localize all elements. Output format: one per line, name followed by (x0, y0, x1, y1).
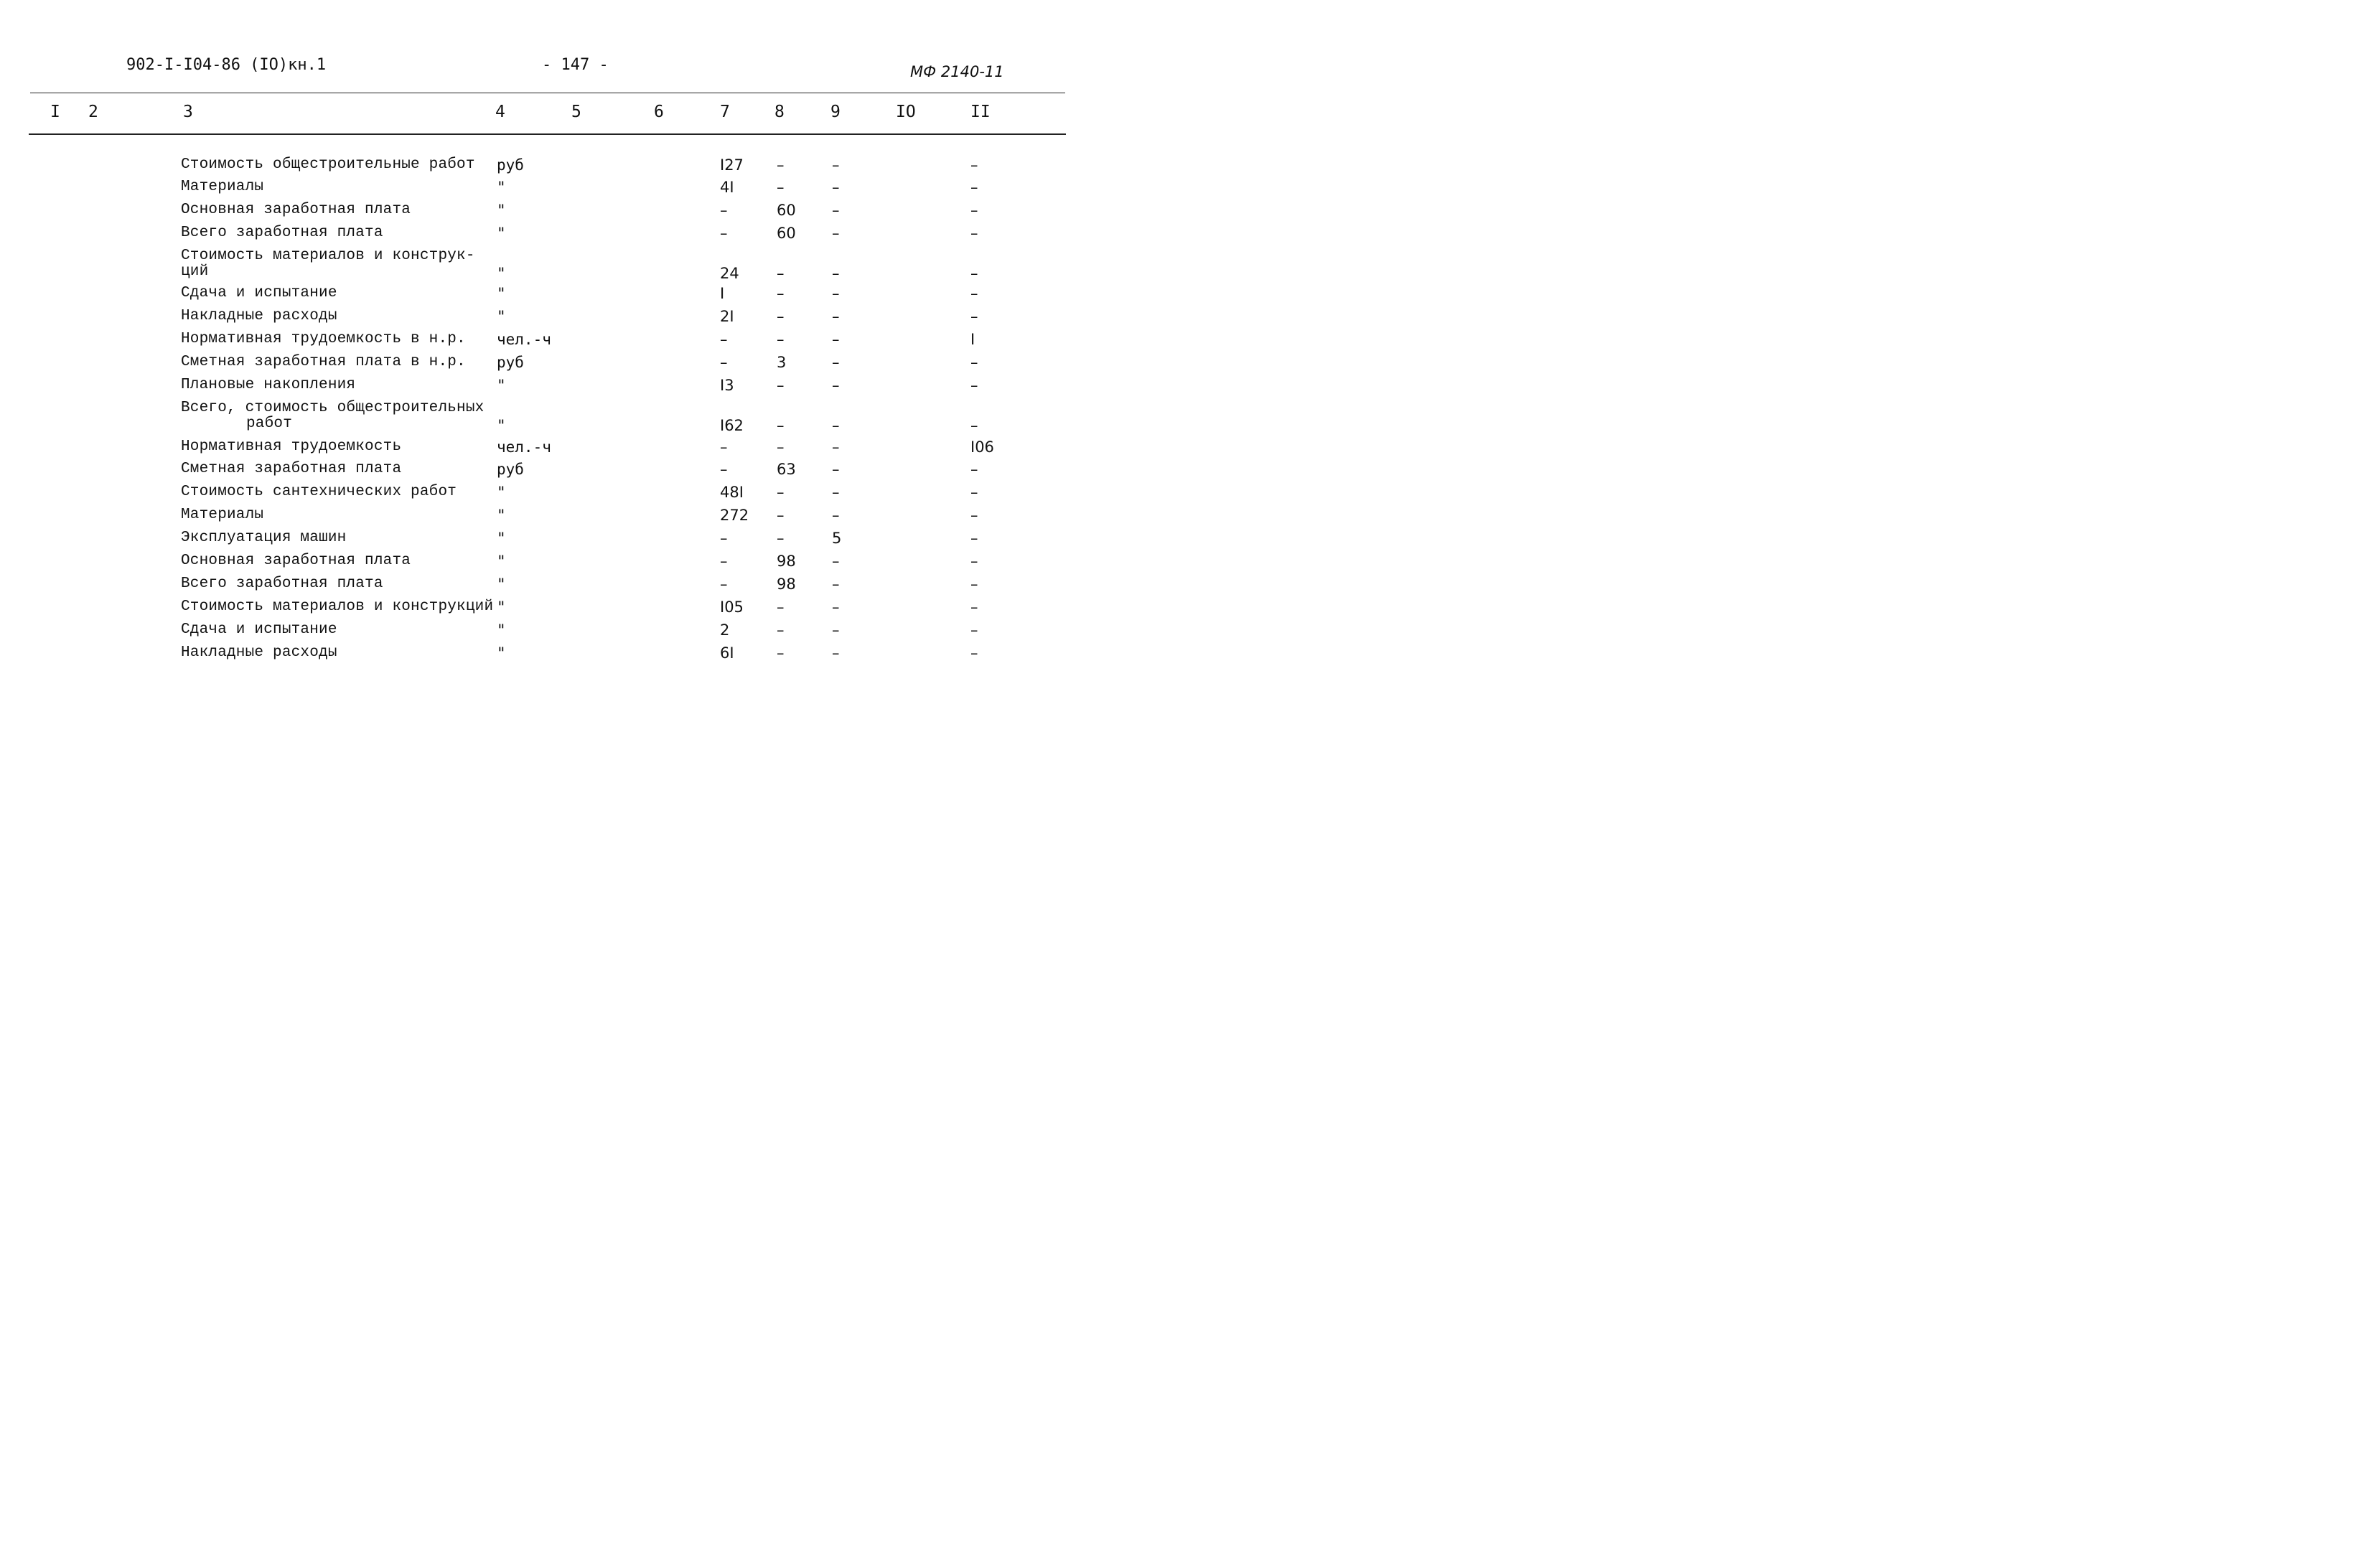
row-name: Плановые накопления (181, 377, 356, 393)
row-col-7: 4I (720, 179, 734, 196)
row-col-9: – (832, 644, 840, 662)
page-number: - 147 - (542, 56, 609, 74)
document-code: 902-I-I04-86 (IO)кн.1 (126, 56, 327, 74)
row-name: Материалы (181, 179, 264, 195)
row-col-8: 60 (777, 202, 796, 219)
row-name: Всего заработная плата (181, 225, 383, 241)
row-name: Стоимость материалов и конструк- (181, 248, 475, 264)
row-col-7: 2 (720, 621, 730, 639)
row-col-9: – (832, 377, 840, 394)
row-col-8: – (777, 438, 785, 456)
row-unit: " (497, 484, 506, 501)
row-col-8: 98 (777, 553, 796, 570)
row-unit: " (497, 285, 506, 302)
row-col-11: – (970, 417, 978, 434)
row-col-9: – (832, 438, 840, 456)
row-col-9: – (832, 461, 840, 478)
row-col-7: I62 (720, 417, 744, 434)
row-col-9: – (832, 598, 840, 616)
row-name: Нормативная трудоемкость в н.р. (181, 331, 466, 347)
row-unit: " (497, 417, 506, 434)
row-col-11: – (970, 598, 978, 616)
row-name: Стоимость сантехнических работ (181, 484, 457, 500)
row-name: Накладные расходы (181, 644, 337, 661)
row-name: Сметная заработная плата (181, 461, 402, 477)
row-col-9: – (832, 484, 840, 501)
row-col-11: – (970, 354, 978, 371)
row-col-8: – (777, 331, 785, 348)
row-col-9: – (832, 285, 840, 302)
row-unit: " (497, 644, 506, 662)
row-col-11: – (970, 377, 978, 394)
row-col-8: – (777, 621, 785, 639)
row-col-11: – (970, 553, 978, 570)
row-unit: " (497, 202, 506, 219)
row-col-9: – (832, 308, 840, 325)
row-col-7: – (720, 530, 728, 547)
row-col-7: – (720, 354, 728, 371)
row-col-9: – (832, 576, 840, 593)
row-unit: " (497, 265, 506, 282)
row-col-7: I27 (720, 156, 744, 174)
row-col-7: – (720, 576, 728, 593)
row-col-11: – (970, 265, 978, 282)
row-name: Сметная заработная плата в н.р. (181, 354, 466, 370)
row-col-8: – (777, 308, 785, 325)
row-col-8: – (777, 530, 785, 547)
row-name: Основная заработная плата (181, 202, 411, 218)
row-name: Накладные расходы (181, 308, 337, 324)
column-number-10: IO (896, 103, 916, 121)
row-unit: " (497, 576, 506, 593)
row-unit: чел.-ч (497, 438, 551, 456)
row-col-9: – (832, 156, 840, 174)
column-number-9: 9 (830, 103, 841, 121)
row-col-7: 48I (720, 484, 744, 501)
row-col-9: – (832, 507, 840, 524)
row-col-11: – (970, 530, 978, 547)
row-col-8: 63 (777, 461, 796, 478)
column-number-7: 7 (720, 103, 730, 121)
row-col-9: – (832, 331, 840, 348)
row-unit: " (497, 530, 506, 547)
row-col-9: – (832, 265, 840, 282)
row-name-continuation: работ (246, 416, 293, 432)
row-col-11: – (970, 202, 978, 219)
row-col-9: – (832, 202, 840, 219)
row-col-11: – (970, 156, 978, 174)
row-col-7: I3 (720, 377, 734, 394)
row-name: Стоимость общестроительные работ (181, 156, 475, 173)
row-col-11: I (970, 331, 975, 348)
row-col-7: I (720, 285, 725, 302)
row-col-11: – (970, 576, 978, 593)
row-col-9: – (832, 179, 840, 196)
row-col-9: – (832, 621, 840, 639)
row-col-9: – (832, 354, 840, 371)
row-col-7: 2I (720, 308, 734, 325)
row-col-8: – (777, 484, 785, 501)
row-col-11: – (970, 179, 978, 196)
row-col-8: – (777, 156, 785, 174)
row-col-11: – (970, 484, 978, 501)
row-col-8: – (777, 285, 785, 302)
row-col-9: – (832, 225, 840, 242)
column-number-6: 6 (654, 103, 664, 121)
row-col-7: 6I (720, 644, 734, 662)
column-number-3: 3 (183, 103, 193, 121)
row-unit: чел.-ч (497, 331, 551, 348)
column-number-5: 5 (571, 103, 581, 121)
row-unit: " (497, 179, 506, 196)
row-col-11: – (970, 621, 978, 639)
row-col-9: – (832, 417, 840, 434)
row-col-8: 3 (777, 354, 787, 371)
row-col-7: – (720, 553, 728, 570)
row-col-8: – (777, 417, 785, 434)
row-name: Сдача и испытание (181, 285, 337, 301)
row-col-7: – (720, 331, 728, 348)
row-col-8: – (777, 179, 785, 196)
row-col-7: 24 (720, 265, 739, 282)
column-number-1: I (50, 103, 60, 121)
row-col-8: – (777, 507, 785, 524)
row-col-7: – (720, 225, 728, 242)
row-name: Эксплуатация машин (181, 530, 347, 546)
column-number-8: 8 (774, 103, 785, 121)
row-col-11: – (970, 461, 978, 478)
row-col-8: – (777, 377, 785, 394)
row-col-7: 272 (720, 507, 749, 524)
document-page (0, 0, 1109, 736)
row-unit: руб (497, 156, 524, 174)
row-name: Нормативная трудоемкость (181, 438, 402, 455)
column-number-11: II (970, 103, 991, 121)
row-name: Основная заработная плата (181, 553, 411, 569)
row-unit: " (497, 553, 506, 570)
row-col-7: – (720, 461, 728, 478)
row-unit: руб (497, 461, 524, 478)
row-col-8: – (777, 598, 785, 616)
row-col-9: – (832, 553, 840, 570)
row-unit: " (497, 377, 506, 394)
row-col-11: I06 (970, 438, 994, 456)
row-col-8: – (777, 644, 785, 662)
row-col-8: – (777, 265, 785, 282)
row-col-9: 5 (832, 530, 842, 547)
row-unit: руб (497, 354, 524, 371)
row-col-8: 98 (777, 576, 796, 593)
row-col-8: 60 (777, 225, 796, 242)
row-unit: " (497, 598, 506, 616)
row-name: Всего заработная плата (181, 576, 383, 592)
row-name: Стоимость материалов и конструкций (181, 598, 494, 615)
row-unit: " (497, 308, 506, 325)
row-col-11: – (970, 285, 978, 302)
handwritten-stamp: МФ 2140-11 (910, 63, 1004, 80)
row-unit: " (497, 507, 506, 524)
row-name-continuation: ций (181, 263, 209, 280)
row-unit: " (497, 621, 506, 639)
row-col-7: – (720, 438, 728, 456)
row-col-11: – (970, 644, 978, 662)
row-col-11: – (970, 507, 978, 524)
row-unit: " (497, 225, 506, 242)
column-number-2: 2 (88, 103, 98, 121)
header-bottom-rule (29, 133, 1066, 135)
row-col-7: – (720, 202, 728, 219)
column-number-4: 4 (495, 103, 505, 121)
row-name: Всего, стоимость общестроительных (181, 400, 485, 416)
row-col-11: – (970, 225, 978, 242)
row-col-7: I05 (720, 598, 744, 616)
row-col-11: – (970, 308, 978, 325)
row-name: Материалы (181, 507, 264, 523)
row-name: Сдача и испытание (181, 621, 337, 638)
